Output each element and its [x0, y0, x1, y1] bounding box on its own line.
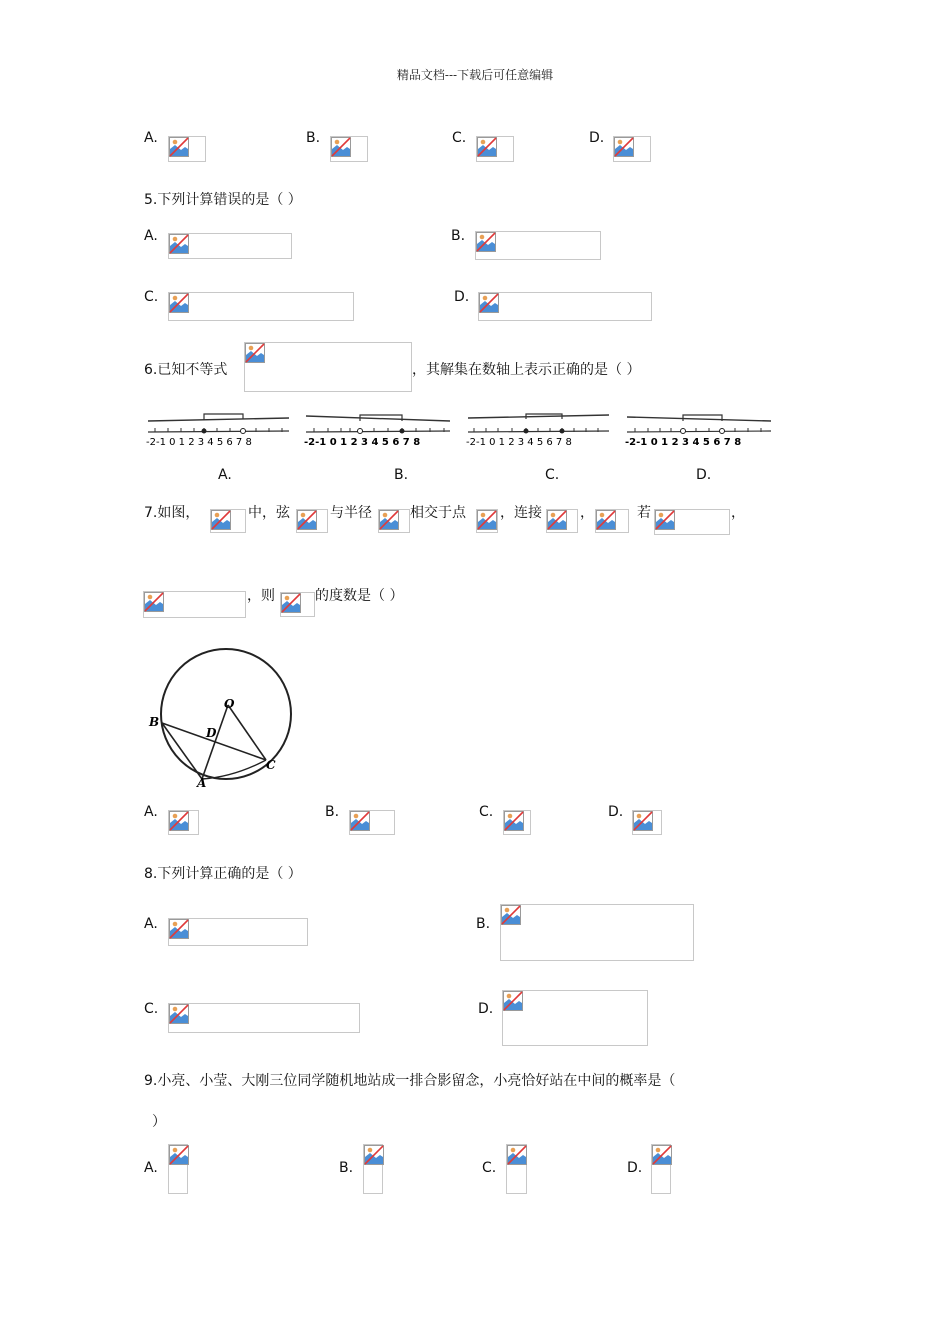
broken-image-icon: [503, 991, 523, 1011]
figure-label-b: B: [149, 715, 160, 729]
broken-image-icon: [614, 137, 634, 157]
q9-option-c-image: [506, 1144, 527, 1194]
q7-option-c-label: C.: [479, 804, 494, 820]
q7-option-c-image: [503, 810, 531, 835]
q7-option-a-label: A.: [144, 804, 158, 820]
q6-stem-end: ，其解集在数轴上表示正确的是（ ）: [412, 362, 641, 378]
q9-option-b-image: [363, 1144, 383, 1194]
q7-option-b-image: [349, 810, 395, 835]
broken-image-icon: [477, 510, 497, 530]
q8-option-b-image: [500, 904, 694, 961]
broken-image-icon: [169, 234, 189, 254]
q7-math-image: [210, 509, 246, 533]
broken-image-icon: [596, 510, 616, 530]
broken-image-icon: [633, 811, 653, 831]
q5-option-c-label: C.: [144, 289, 159, 305]
q5-option-d-image: [478, 292, 652, 321]
q6-stem-start: 6.已知不等式: [144, 362, 228, 378]
broken-image-icon: [501, 905, 521, 925]
page-header: 精品文档---下载后可任意编辑: [396, 68, 554, 82]
svg-text:-2-1 0 1 2 3 4 5 6 7 8: -2-1 0 1 2 3 4 5 6 7 8: [466, 437, 572, 448]
q7-text-6: ，: [580, 505, 594, 521]
q7-math-image: [280, 592, 315, 617]
broken-image-icon: [350, 811, 370, 831]
broken-image-icon: [507, 1145, 527, 1165]
broken-image-icon: [297, 510, 317, 530]
q5-option-c-image: [168, 292, 354, 321]
q5-stem: 5.下列计算错误的是（ ）: [144, 192, 302, 208]
figure-label-a: A: [197, 776, 207, 790]
figure-label-o: O: [224, 697, 235, 711]
q9-option-c-label: C.: [482, 1160, 497, 1176]
q7-math-image: [595, 509, 629, 533]
broken-image-icon: [379, 510, 399, 530]
q4-option-b-label: B.: [306, 130, 321, 146]
q8-option-d-label: D.: [478, 1001, 494, 1017]
svg-text:-2-1 0 1 2 3 4 5 6 7 8: -2-1 0 1 2 3 4 5 6 7 8: [146, 437, 252, 448]
q6-option-c-label: C.: [545, 467, 560, 483]
broken-image-icon: [476, 232, 496, 252]
q8-option-c-image: [168, 1003, 360, 1033]
broken-image-icon: [652, 1145, 672, 1165]
q7-math-image: [296, 509, 328, 533]
q7-math-image: [546, 509, 578, 533]
q6-inequality-image: [244, 342, 412, 392]
q9-option-d-label: D.: [627, 1160, 643, 1176]
svg-text:-2-1 0 1 2 3 4 5 6 7 8: -2-1 0 1 2 3 4 5 6 7 8: [304, 437, 421, 448]
broken-image-icon: [331, 137, 351, 157]
q5-option-a-image: [168, 233, 292, 259]
q6-option-b-label: B.: [394, 467, 409, 483]
broken-image-icon: [479, 293, 499, 313]
q7-text-8: ，: [731, 505, 745, 521]
q8-option-a-image: [168, 918, 308, 946]
q5-option-d-label: D.: [454, 289, 470, 305]
q5-option-b-label: B.: [451, 228, 466, 244]
broken-image-icon: [144, 592, 164, 612]
q7-option-a-image: [168, 810, 199, 835]
q7-option-d-label: D.: [608, 804, 624, 820]
q4-option-a-label: A.: [144, 130, 158, 146]
figure-label-c: C: [266, 758, 276, 772]
number-line-d: [625, 410, 773, 450]
q7-text-2: 中，弦: [248, 505, 290, 521]
q8-option-d-image: [502, 990, 648, 1046]
broken-image-icon: [281, 593, 301, 613]
q4-option-a-image: [168, 136, 206, 162]
figure-label-d: D: [206, 726, 217, 740]
svg-text:-2-1 0 1 2 3 4 5 6 7 8: -2-1 0 1 2 3 4 5 6 7 8: [625, 437, 742, 448]
broken-image-icon: [655, 510, 675, 530]
q7-math-image: [654, 509, 730, 535]
q4-option-c-image: [476, 136, 514, 162]
q9-stem: 9.小亮、小莹、大刚三位同学随机地站成一排合影留念，小亮恰好站在中间的概率是（: [144, 1073, 676, 1089]
broken-image-icon: [169, 1004, 189, 1024]
q7-text-10: 的度数是（ ）: [315, 588, 404, 604]
q4-option-b-image: [330, 136, 368, 162]
q5-option-b-image: [475, 231, 601, 260]
broken-image-icon: [547, 510, 567, 530]
q7-text-4: 相交于点: [410, 505, 466, 521]
number-line-a: [146, 410, 291, 450]
q8-option-b-label: B.: [476, 916, 491, 932]
q7-text-5: ，连接: [500, 505, 542, 521]
q9-option-b-label: B.: [339, 1160, 354, 1176]
q4-option-c-label: C.: [452, 130, 467, 146]
q7-math-image: [378, 509, 410, 533]
q7-option-b-label: B.: [325, 804, 340, 820]
q8-option-c-label: C.: [144, 1001, 159, 1017]
q9-option-a-image: [168, 1144, 188, 1194]
broken-image-icon: [169, 811, 189, 831]
q6-option-d-label: D.: [696, 467, 712, 483]
broken-image-icon: [169, 1145, 189, 1165]
broken-image-icon: [169, 293, 189, 313]
q4-option-d-label: D.: [589, 130, 605, 146]
q9-option-a-label: A.: [144, 1160, 158, 1176]
q7-text-7: 若: [637, 505, 651, 521]
q7-text-3: 与半径: [330, 505, 372, 521]
number-line-b: [304, 410, 452, 450]
circle-figure: [144, 645, 304, 790]
broken-image-icon: [169, 137, 189, 157]
q8-option-a-label: A.: [144, 916, 158, 932]
q8-stem: 8.下列计算正确的是（ ）: [144, 866, 302, 882]
broken-image-icon: [245, 343, 265, 363]
q5-option-a-label: A.: [144, 228, 158, 244]
q7-math-image: [476, 509, 498, 533]
q9-option-d-image: [651, 1144, 671, 1194]
broken-image-icon: [504, 811, 524, 831]
broken-image-icon: [211, 510, 231, 530]
number-line-c: [466, 410, 611, 450]
q7-text-9: ，则: [247, 588, 275, 604]
q4-option-d-image: [613, 136, 651, 162]
broken-image-icon: [364, 1145, 384, 1165]
q6-option-a-label: A.: [218, 467, 232, 483]
q7-text-1: 7.如图，: [144, 505, 200, 521]
broken-image-icon: [477, 137, 497, 157]
q7-math-image: [143, 591, 246, 618]
q7-option-d-image: [632, 810, 662, 835]
q9-stem-end: ）: [152, 1114, 166, 1130]
broken-image-icon: [169, 919, 189, 939]
